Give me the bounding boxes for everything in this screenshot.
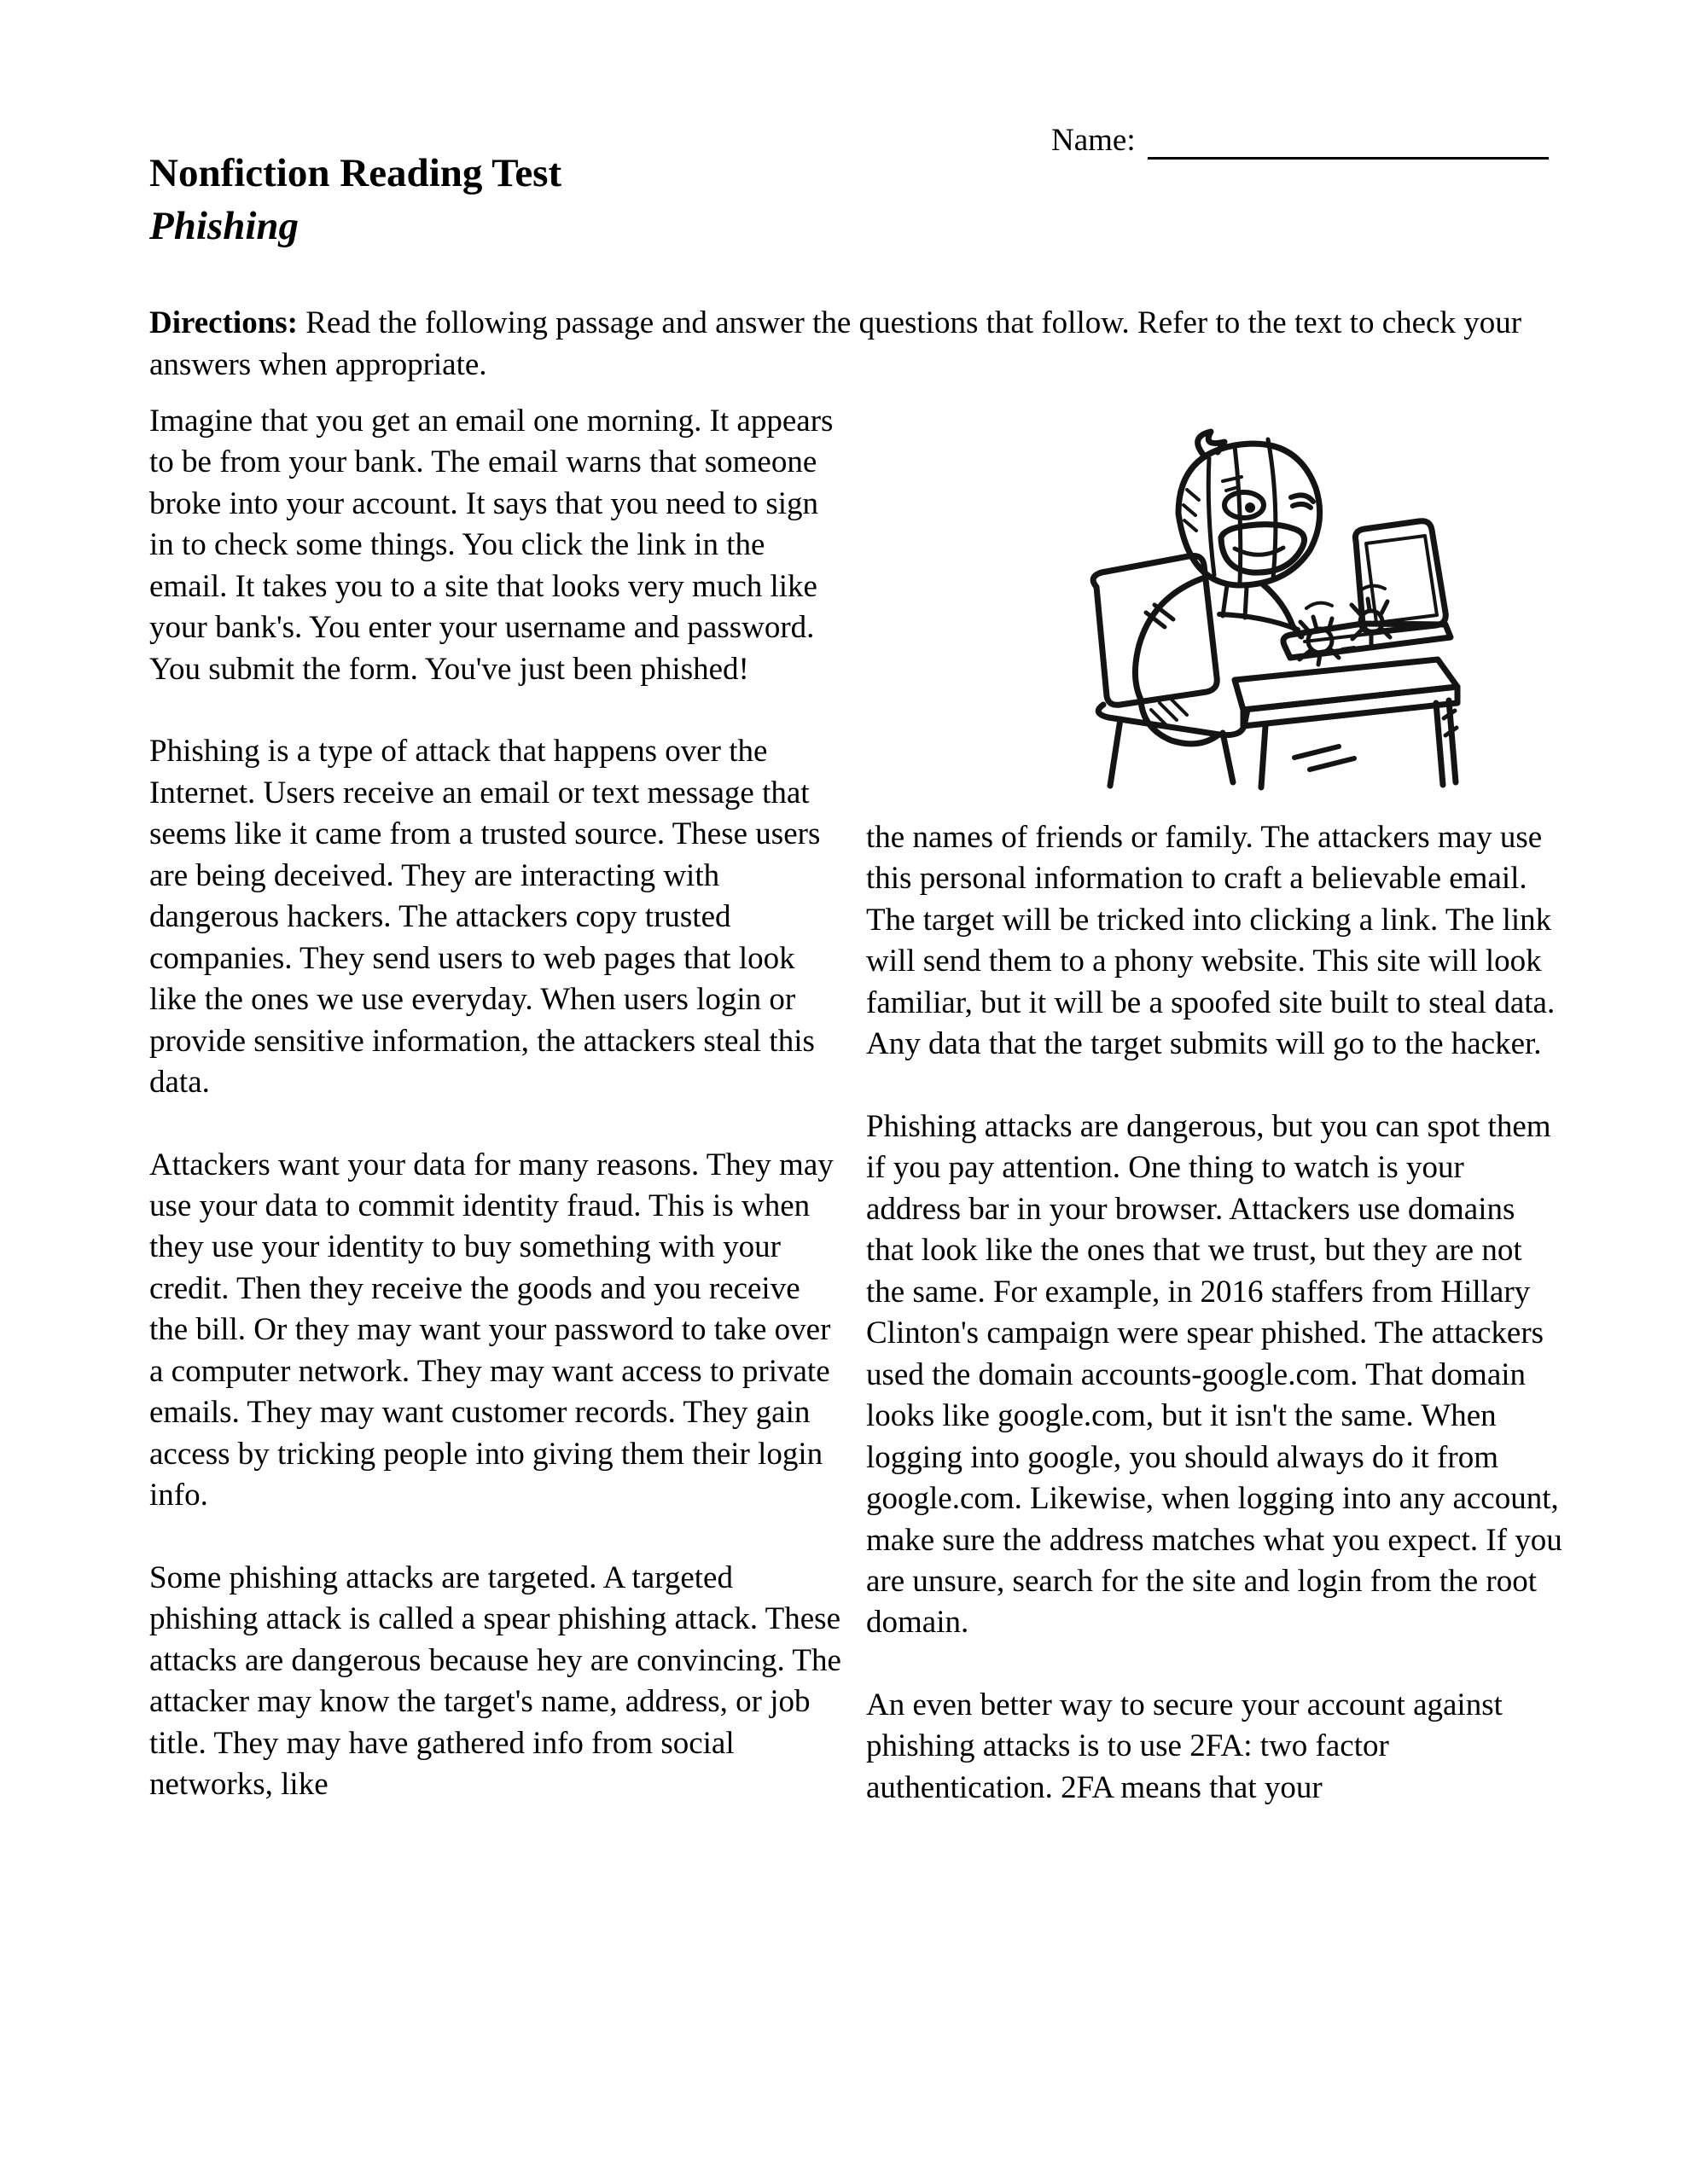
mask-side-hatch — [1183, 490, 1199, 531]
masked-hacker-typing-on-laptop-drawing — [1020, 410, 1463, 793]
passage-paragraph: Attackers want your data for many reasons. They may use your data to commit identity fraud. This is when they use your identity to buy something with your credit. Then they receive the goods and you receive the bill. Or they may want your password to take over a computer network. They may want access to private emails. They may want customer records. They gain access by tricking people into giving them their login info. — [149, 1147, 834, 1513]
desk-front-edge — [1243, 687, 1457, 726]
page-subtitle: Phishing — [149, 204, 300, 248]
passage-paragraph: Phishing is a type of attack that happens over the Internet. Users receive an email or text message that seems like it came from a trusted source. These users are being deceived. They are interacting with dangerous hackers. The attackers copy trusted companies. They send users to web pages that look like the ones we use everyday. When users login or provide sensitive information, the attackers steal this data. — [149, 734, 821, 1101]
directions-text: Read the following passage and answer the questions that follow. Refer to the text to check your answers when appropriate. — [149, 305, 1522, 382]
passage-left-column — [149, 401, 842, 1850]
hip-hatch — [1151, 700, 1187, 725]
name-label: Name: — [1051, 122, 1136, 158]
masked-head — [1178, 444, 1320, 585]
passage-paragraph: Some phishing attacks are targeted. A targeted phishing attack is called a spear phishing attack. These attacks are dangerous because hey are convincing. The attacker may know the target's name, address, or job title. They may have gathered info from social networks, like — [149, 1560, 841, 1803]
passage-paragraph: the names of friends or family. The attackers may use this personal information to craft a believable email. The target will be tricked into clicking a link. The link will send them to a phony website. This site will look familiar, but it will be a spoofed site built to steal data. Any data that the target submits will go to the hacker. — [866, 820, 1556, 1062]
hacker-illustration — [866, 401, 1566, 802]
desk-top — [1235, 659, 1457, 710]
right-eye — [1291, 495, 1313, 508]
page-title: Nonfiction Reading Test — [149, 151, 562, 195]
mask-stripes — [1208, 439, 1276, 584]
body-back-outline — [1135, 578, 1202, 700]
laptop-screen-bezel — [1366, 536, 1437, 623]
speed-lines — [1294, 746, 1354, 770]
passage-paragraph: An even better way to secure your account against phishing attacks is to use 2FA: two factor authentication. 2FA means that your — [866, 1687, 1503, 1805]
name-row — [1051, 119, 1563, 160]
name-blank-line — [1148, 119, 1549, 160]
passage-columns — [149, 401, 1566, 1850]
left-pupil — [1245, 502, 1255, 513]
passage-right-column — [866, 401, 1566, 1850]
left-eye — [1224, 492, 1264, 518]
passage-paragraph: Phishing attacks are dangerous, but you can spot them if you pay attention. One thing to watch is your address bar in your browser. Attackers use domains that look like the ones that we trust, but they are not the same. For example, in 2016 staffers from Hillary Clinton's campaign were spear phished. The attackers used the domain accounts-google.com. That domain looks like google.com, but it isn't the same. When logging into google, you should always do it from google.com. Likewise, when logging into any account, make sure the address matches what you expect. If you are unsure, search for the site and login from the root domain. — [866, 1108, 1562, 1641]
passage-paragraph: Imagine that you get an email one morning. It appears to be from your bank. The email warns that someone broke into your account. It says that you need to sign in to check some things. You click the link in the email. It takes you to a site that looks very much like your bank's. You enter your username and password. You submit the form. You've just been phished! — [149, 404, 834, 687]
directions-label: Directions: — [149, 305, 298, 340]
directions — [149, 303, 1553, 386]
